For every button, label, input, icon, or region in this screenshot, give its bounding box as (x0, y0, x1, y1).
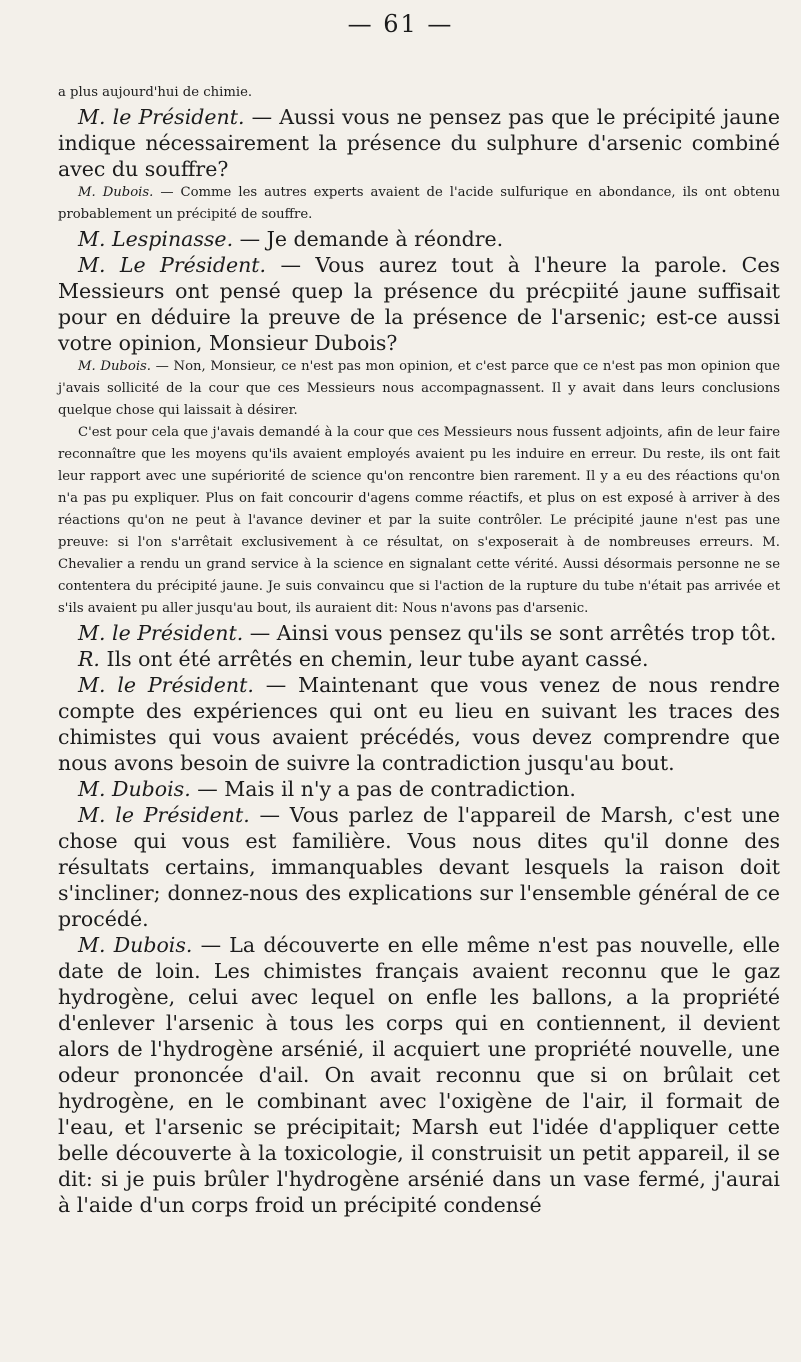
speaker-label: M. Dubois. (78, 359, 151, 374)
paragraph (58, 776, 780, 802)
paragraph (58, 422, 780, 620)
paragraph-text: — La découverte en elle même n'est pas nouvelle, elle date de loin. Les chimistes français avaient reconnu que le gaz hydrogène, celui avec lequel on enfle les ballons, a la propriété d'enlever l'arsenic à tous les corps qui en contiennent, il devient alors de l'hydrogène arsénié, il acquiert une propriété nouvelle, une odeur prononcée d'ail. On avait reconnu que si on brûlait cet hydrogène, en le combinant avec l'oxigène de l'air, il formait de l'eau, et l'arsenic se précipitait; Marsh eut l'idée d'appliquer cette belle découverte à la toxicologie, il construisit un petit appareil, il se dit: si je puis brûler l'hydrogène arsénié dans un vase fermé, j'aurai à l'aide d'un corps froid un précipité condensé (58, 933, 780, 1217)
paragraph (58, 672, 780, 776)
speaker-label: M. le Président. (78, 803, 250, 827)
speaker-label: M. le Président. (78, 673, 254, 697)
paragraph-text: — Mais il n'y a pas de contradiction. (197, 777, 576, 801)
speaker-label: M. Dubois. (78, 185, 154, 200)
paragraph (58, 356, 780, 422)
speaker-label: M. le Président. (78, 621, 244, 645)
page-number: — 61 — (347, 10, 454, 38)
paragraph-text: Ils ont été arrêtés en chemin, leur tube ayant cassé. (106, 647, 649, 671)
paragraph-text: — Maintenant que vous venez de nous rendre compte des expériences qui ont eu lieu en suivant les traces des chimistes qui vous avaient précédés, vous devez comprendre que nous avons besoin de suivre la contradiction jusqu'au bout. (58, 673, 780, 775)
paragraph (58, 620, 780, 646)
paragraph (58, 646, 780, 672)
speaker-label: M. Lespinasse. (78, 227, 234, 251)
paragraph-text: — Vous aurez tout à l'heure la parole. Ces Messieurs ont pensé quep la présence du précpiité jaune suffisait pour en déduire la preuve de la présence de l'arsenic; est-ce aussi votre opinion, Monsieur Dubois? (58, 253, 780, 355)
paragraph (58, 182, 780, 226)
paragraph (58, 226, 780, 252)
paragraph-text: — Non, Monsieur, ce n'est pas mon opinion, et c'est parce que ce n'est pas mon opinion que j'avais sollicité de la cour que ces Messieurs nous accompagnassent. Il y avait dans leurs conclusions quelque chose qui laissait à désirer. (58, 359, 780, 418)
paragraph (58, 802, 780, 932)
paragraph-text: — Comme les autres experts avaient de l'acide sulfurique en abondance, ils ont obtenu probablement un précipité de souffre. (58, 185, 781, 222)
speaker-label: M. le Président. (78, 105, 245, 129)
speaker-label: M. Dubois. (78, 933, 193, 957)
paragraph-text: C'est pour cela que j'avais demandé à la cour que ces Messieurs nous fussent adjoints, afin de leur faire reconnaître que les moyens qu'ils avaient employés avaient pu les induire en erreur. Du reste, ils ont fait leur rapport avec une supériorité de science qu'on rencontre bien rarement. Il y a eu des réactions qu'on n'a pas pu expliquer. Plus on fait concourir d'agens comme réactifs, et plus on est exposé à arriver à des réactions qu'on ne peut à l'avance deviner et par la suite contrôler. Le précipité jaune n'est pas une preuve: si l'on s'arrêtait exclusivement à ce résultat, on s'exposerait à de nombreuses erreurs. M. Chevalier a rendu un grand service à la science en signalant cette vérité. Aussi désormais personne ne se contentera du précipité jaune. Je suis convaincu que si l'action de la rupture du tube n'était pas arrivée et s'ils avaient pu aller jusqu'au bout, ils auraient dit: Nous n'avons pas d'arsenic. (58, 425, 780, 616)
paragraph (58, 252, 780, 356)
paragraph-text: — Ainsi vous pensez qu'ils se sont arrêtés trop tôt. (249, 621, 777, 645)
speaker-label: R. (78, 647, 100, 671)
paragraph-text: a plus aujourd'hui de chimie. (58, 85, 253, 100)
paragraph (58, 82, 780, 104)
body-text (58, 82, 780, 1218)
paragraph (58, 932, 780, 1218)
speaker-label: M. Le Président. (78, 253, 267, 277)
paragraph-text: — Vous parlez de l'appareil de Marsh, c'est une chose qui vous est familière. Vous nous dites qu'il donne des résultats certains, immanquables devant lesquels la raison doit s'incliner; donnez-nous des explications sur l'ensemble général de ce procédé. (58, 803, 780, 931)
paragraph-text: — Je demande à réondre. (239, 227, 504, 251)
paragraph (58, 104, 780, 182)
speaker-label: M. Dubois. (78, 777, 191, 801)
paragraph-text: — Aussi vous ne pensez pas que le précipité jaune indique nécessairement la présence du sulphure d'arsenic combiné avec du souffre? (58, 105, 780, 181)
